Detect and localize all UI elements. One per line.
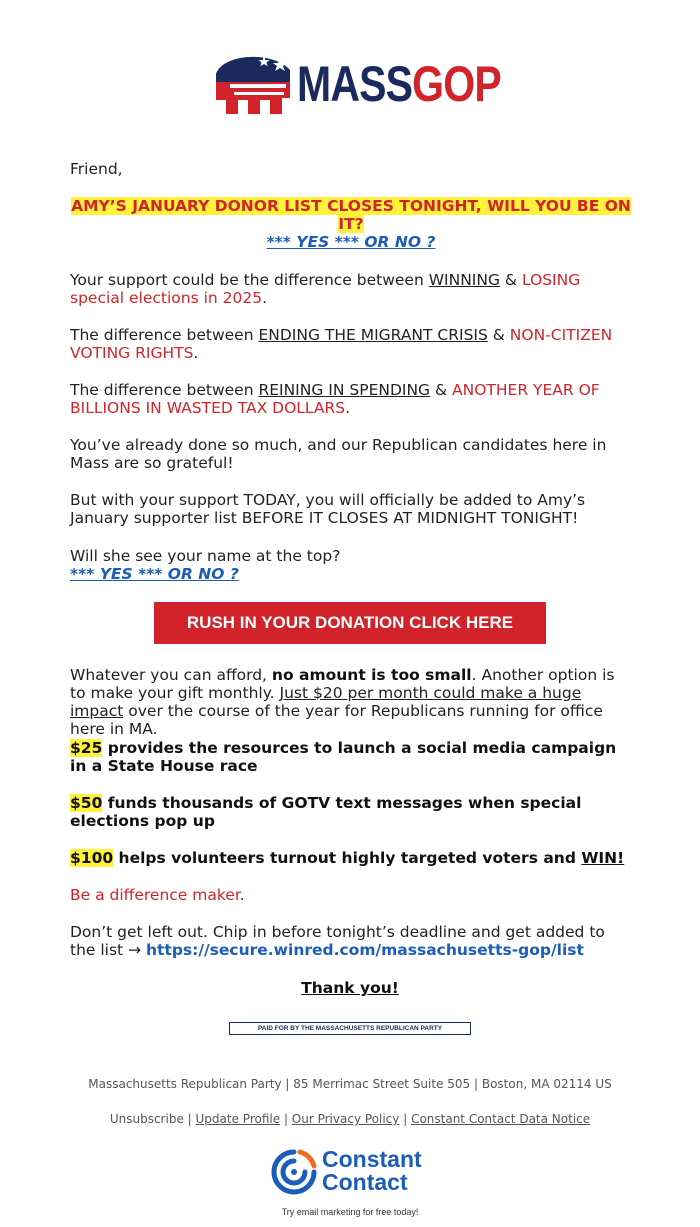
update-profile-link[interactable]: Update Profile — [195, 1112, 281, 1126]
data-notice-link[interactable]: Constant Contact Data Notice — [411, 1112, 591, 1126]
greeting: Friend, — [70, 160, 123, 178]
yes-no-link-2[interactable]: *** YES *** OR NO ? — [70, 565, 239, 583]
headline-line2: IT? — [338, 215, 364, 233]
privacy-policy-link[interactable]: Our Privacy Policy — [291, 1112, 400, 1126]
yes-no-link[interactable]: *** YES *** OR NO ? — [266, 233, 436, 251]
paragraph-monthly: Whatever you can afford, no amount is too small. Another option is to make your gift monthly. Just $20 per month could make a huge impact over the course of the year for Republicans running for office here in MA. — [70, 666, 615, 738]
paragraph-grateful: You’ve already done so much, and our Republican candidates here in Mass are so grateful! — [70, 436, 607, 472]
tier-25: $25 provides the resources to launch a social media campaign in a State House race — [70, 739, 617, 775]
winred-link[interactable]: https://secure.winred.com/massachusetts-gop/list — [145, 941, 584, 959]
closing-paragraph: Don’t get left out. Chip in before tonight’s deadline and get added to the list → https://secure.winred.com/massachusetts-gop/list — [70, 923, 605, 959]
paragraph-spending: The difference between REINING IN SPENDING & ANOTHER YEAR OF BILLIONS IN WASTED TAX DOLLARS. — [70, 381, 600, 417]
tier-100: $100 helps volunteers turnout highly targeted voters and WIN! — [70, 849, 625, 867]
unsubscribe-link[interactable]: Unsubscribe — [109, 1112, 184, 1126]
paragraph-supporter-list: But with your support TODAY, you will officially be added to Amy’s January supporter list BEFORE IT CLOSES AT MIDNIGHT TONIGHT! — [70, 491, 586, 527]
massgop-logo — [210, 52, 501, 116]
monthly-gift-link[interactable]: Just $20 per month could make a huge impact — [70, 684, 582, 720]
logo-wordmark: MASSGOP — [297, 56, 501, 112]
headline-line1: AMY’S JANUARY DONOR LIST CLOSES TONIGHT, WILL YOU BE ON — [71, 197, 631, 215]
headline — [70, 197, 632, 251]
tier-50: $50 funds thousands of GOTV text messages when special elections pop up — [70, 794, 582, 830]
thank-you: Thank you! — [301, 979, 399, 997]
paragraph-migrant: The difference between ENDING THE MIGRANT CRISIS & NON-CITIZEN VOTING RIGHTS. — [70, 326, 613, 362]
donate-button[interactable]: RUSH IN YOUR DONATION CLICK HERE — [154, 602, 546, 644]
paragraph-name-top: Will she see your name at the top? *** YES *** OR NO ? — [70, 547, 341, 583]
cc-tagline[interactable]: Try email marketing for free today! — [281, 1207, 419, 1217]
paid-for-disclaimer: PAID FOR BY THE MASSACHUSETTS REPUBLICAN PARTY — [229, 1022, 471, 1035]
footer-links: Unsubscribe | Update Profile | Our Privacy Policy | Constant Contact Data Notice — [109, 1112, 591, 1126]
footer-address: Massachusetts Republican Party | 85 Merrimac Street Suite 505 | Boston, MA 02114 US — [88, 1077, 612, 1091]
constant-contact-icon — [270, 1148, 318, 1196]
difference-maker: Be a difference maker. — [70, 886, 245, 904]
constant-contact-logo[interactable]: Constant Contact — [270, 1148, 440, 1196]
elephant-logo-icon — [210, 52, 296, 116]
paragraph-winning: Your support could be the difference between WINNING & LOSING special elections in 2025. — [70, 271, 581, 307]
